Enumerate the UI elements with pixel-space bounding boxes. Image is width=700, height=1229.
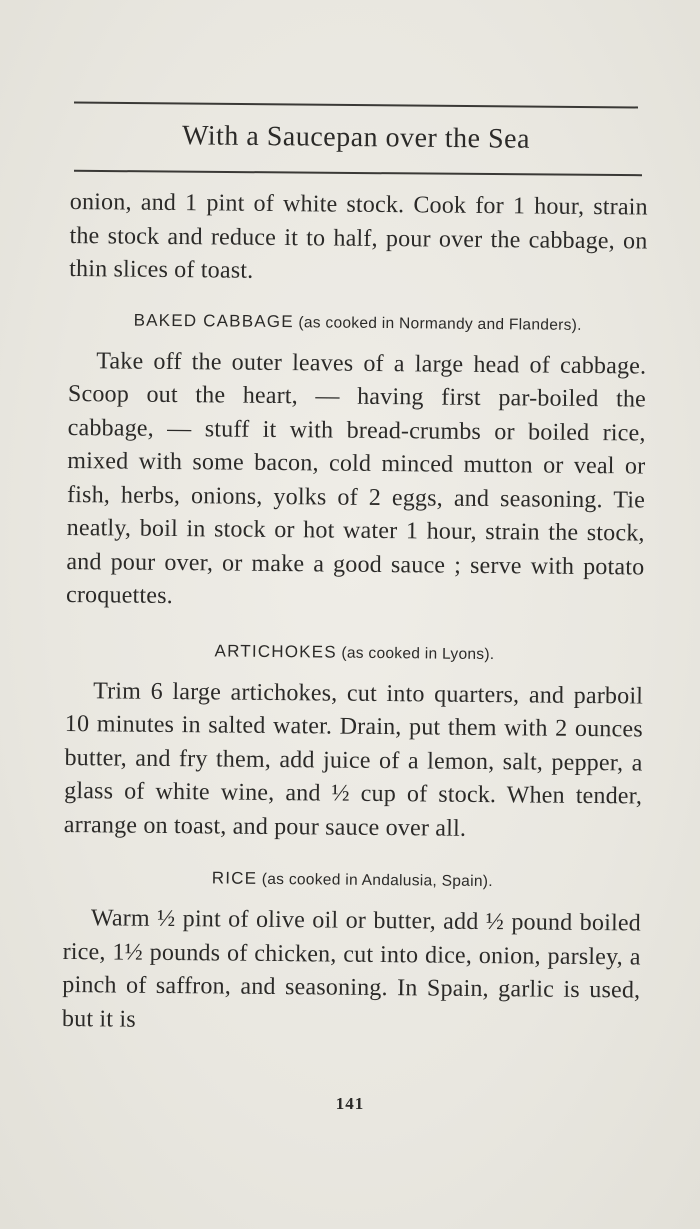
recipe-title: ARTICHOKES: [214, 640, 337, 662]
recipe-heading-artichokes: [65, 638, 643, 666]
recipe-origin: (as cooked in Lyons).: [341, 644, 495, 663]
continued-paragraph: onion, and 1 pint of white stock. Cook for 1 hour, strain the stock and reduce it to half, pour over the cabbage, on thin slices of toast.: [69, 188, 648, 284]
recipe-paragraph-rice: Warm ½ pint of olive oil or butter, add ½ pound boiled rice, 1½ pounds of chicken, cut into dice, onion, parsley, a pinch of saffron, and seasoning. In Spain, garlic is used, but it is: [61, 905, 642, 1033]
page-body: [62, 186, 648, 1042]
recipe-title: BAKED CABBAGE: [133, 310, 294, 331]
recipe-origin: (as cooked in Andalusia, Spain).: [261, 870, 493, 891]
header-rule-top: [74, 102, 638, 109]
page-number: 141: [335, 1094, 365, 1113]
recipe-heading-baked-cabbage: [69, 308, 647, 336]
running-head: With a Saucepan over the Sea: [181, 120, 531, 155]
recipe-title: RICE: [211, 868, 258, 888]
header-rule-bottom: [74, 170, 642, 176]
recipe-paragraph-baked-cabbage: Take off the outer leaves of a large head of cabbage. Scoop out the heart, — having first par-boiled the cabbage, — stuff it with bread-crumbs or boiled rice, mixed with some bacon, cold minced mutton or veal or fish, herbs, onions, yolks of 2 eggs, and seasoning. Tie neatly, boil in stock or hot water 1 hour, strain the stock, and pour over, or make a good sauce ; serve with potato croquettes.: [65, 347, 647, 610]
recipe-origin: (as cooked in Normandy and Flanders).: [298, 313, 582, 334]
recipe-heading-rice: [63, 866, 641, 894]
recipe-paragraph-artichokes: Trim 6 large artichokes, cut into quarters, and parboil 10 minutes in salted water. Drain, put them with 2 ounces butter, and fry them, add juice of a lemon, salt, pepper, a glass of white wine, and ½ cup of stock. When tender, arrange on toast, and pour sauce over all.: [63, 677, 644, 842]
